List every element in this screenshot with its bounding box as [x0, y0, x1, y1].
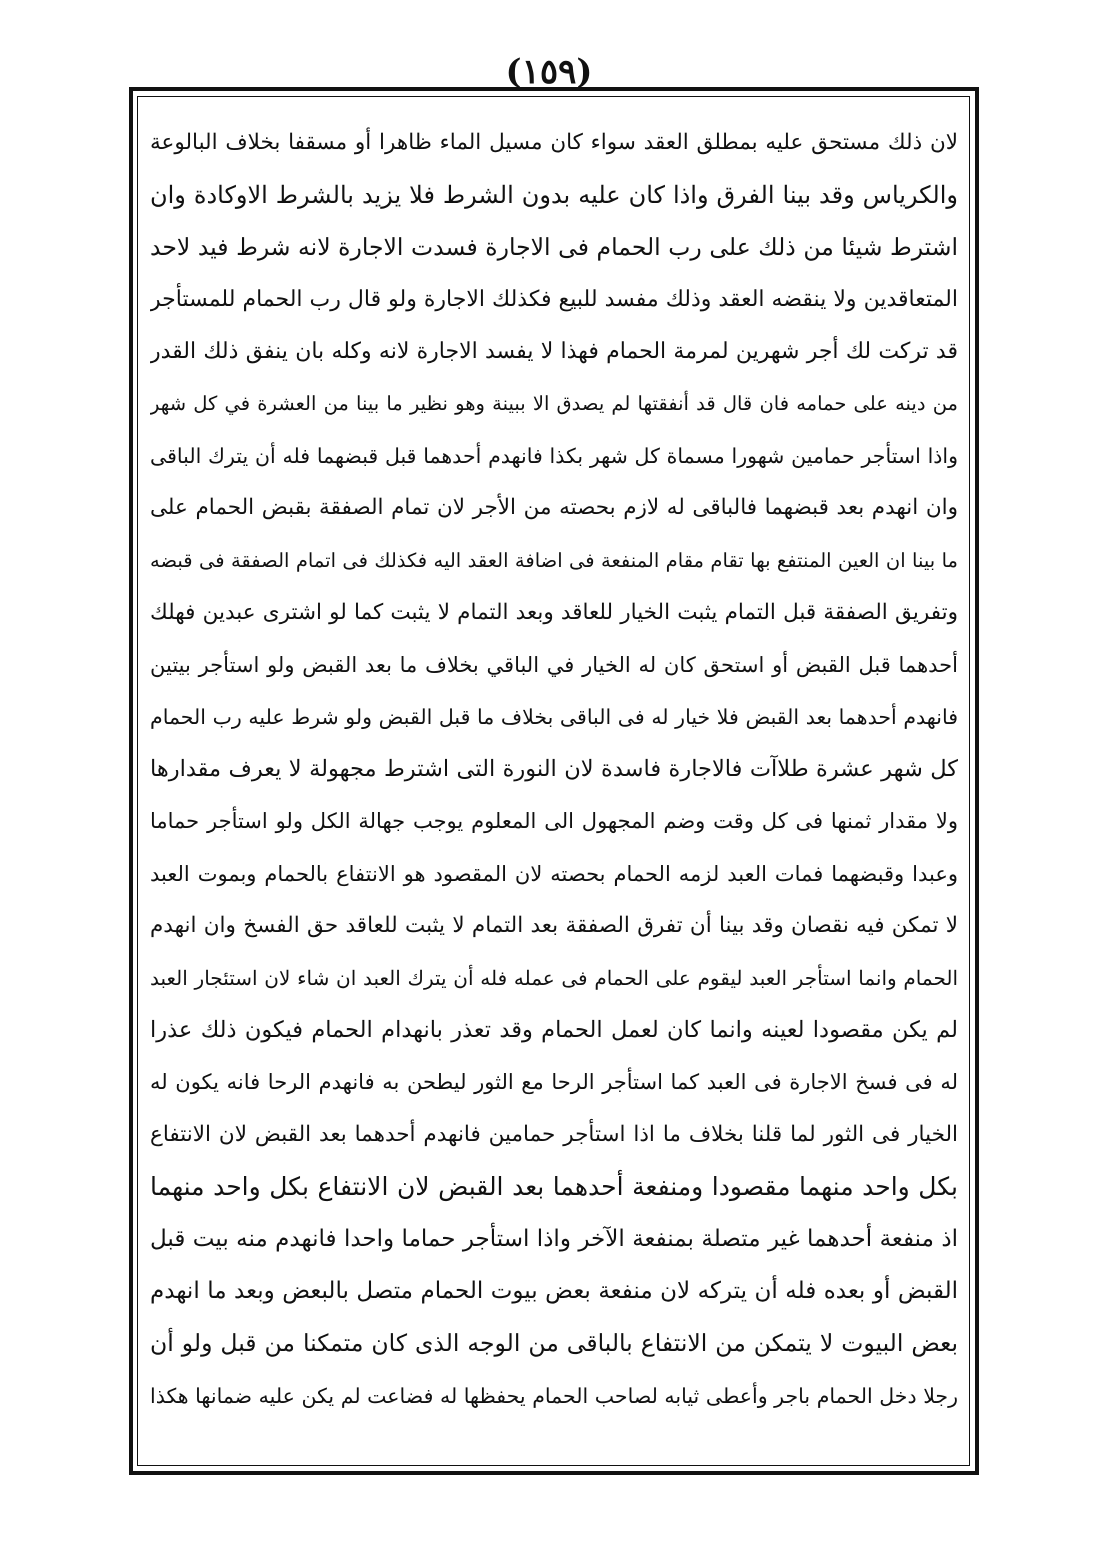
page-number: (١٥٩)	[505, 52, 593, 92]
text-line-22: اذ منفعة أحدهما غير متصلة بمنفعة الآخر واذا استأجر حماما واحدا فانهدم منه بيت قبل	[150, 1225, 958, 1252]
text-line-19: له فى فسخ الاجارة فى العبد كما استأجر الرحا مع الثور ليطحن به فانهدم الرحا فانه يكون له	[150, 1070, 958, 1095]
text-line-13: كل شهر عشرة طلاآت فالاجارة فاسدة لان النورة التى اشترط مجهولة لا يعرف مقدارها	[150, 756, 958, 783]
text-line-14: ولا مقدار ثمنها فى كل وقت وضم المجهول الى المعلوم يوجب جهالة الكل ولو استأجر حماما	[150, 809, 958, 834]
text-line-9: ما بينا ان العين المنتفع بها تقام مقام المنفعة فى اضافة العقد اليه فكذلك فى اتمام الصفقة فى قبضه	[150, 548, 958, 572]
text-line-15: وعبدا وقبضهما فمات العبد لزمه الحمام بحصته لان المقصود هو الانتفاع بالحمام وبموت العبد	[150, 861, 958, 886]
text-line-21: بكل واحد منهما مقصودا ومنفعة أحدهما بعد القبض لان الانتفاع بكل واحد منهما	[150, 1171, 958, 1201]
text-line-23: القبض أو بعده فله أن يتركه لان منفعة بعض بيوت الحمام متصل بالبعض وبعد ما انهدم	[150, 1278, 958, 1305]
text-line-5: قد تركت لك أجر شهرين لمرمة الحمام فهذا لا يفسد الاجارة لانه وكله بان ينفق ذلك القدر	[150, 338, 958, 364]
text-line-16: لا تمكن فيه نقصان وقد بينا أن تفرق الصفقة بعد التمام لا يثبت للعاقد حق الفسخ وان انهدم	[150, 912, 958, 938]
text-line-18: لم يكن مقصودا لعينه وانما كان لعمل الحمام وقد تعذر بانهدام الحمام فيكون ذلك عذرا	[150, 1017, 958, 1044]
text-line-2: والكرياس وقد بينا الفرق واذا كان عليه بدون الشرط فلا يزيد بالشرط الاوكادة وان	[150, 181, 958, 210]
text-line-6: من دينه على حمامه فان قال قد أنفقتها لم يصدق الا ببينة وهو نظير ما بينا من العشرة في كل شهر	[150, 391, 958, 415]
text-line-3: اشترط شيئا من ذلك على رب الحمام فى الاجارة فسدت الاجارة لانه شرط فيد لاحد	[150, 233, 958, 262]
text-line-12: فانهدم أحدهما بعد القبض فلا خيار له فى الباقى بخلاف ما قبل القبض ولو شرط عليه رب الحمام	[150, 705, 958, 730]
text-line-11: أحدهما قبل القبض أو استحق كان له الخيار في الباقي بخلاف ما بعد القبض ولو استأجر بيتين	[150, 652, 958, 677]
text-line-4: المتعاقدين ولا ينقضه العقد وذلك مفسد للبيع فكذلك الاجارة ولو قال رب الحمام للمستأجر	[150, 286, 958, 312]
text-line-7: واذا استأجر حمامين شهورا مسماة كل شهر بكذا فانهدم أحدهما قبل قبضهما فله أن يترك الباقى	[150, 444, 958, 469]
text-line-8: وان انهدم بعد قبضهما فالباقى له لازم بحصته من الأجر لان تمام الصفقة بقبض الحمام على	[150, 495, 958, 521]
main-text-body	[150, 117, 958, 1422]
text-line-24: بعض البيوت لا يتمكن من الانتفاع بالباقى من الوجه الذى كان متمكنا من قبل ولو أن	[150, 1329, 958, 1358]
text-line-20: الخيار فى الثور لما قلنا بخلاف ما اذا استأجر حمامين فانهدم أحدهما بعد القبض لان الانتفاع	[150, 1121, 958, 1147]
text-line-25: رجلا دخل الحمام باجر وأعطى ثيابه لصاحب الحمام يحفظها له فضاعت لم يكن عليه ضمانها هكذا	[150, 1383, 958, 1408]
text-line-17: الحمام وانما استأجر العبد ليقوم على الحمام فى عمله فله أن يترك العبد ان شاء لان استئجار العبد	[150, 966, 958, 990]
text-line-10: وتفريق الصفقة قبل التمام يثبت الخيار للعاقد وبعد التمام لا يثبت كما لو اشترى عبدين فهلك	[150, 599, 958, 625]
text-line-1: لان ذلك مستحق عليه بمطلق العقد سواء كان مسيل الماء ظاهرا أو مسقفا بخلاف البالوعة	[150, 130, 958, 155]
